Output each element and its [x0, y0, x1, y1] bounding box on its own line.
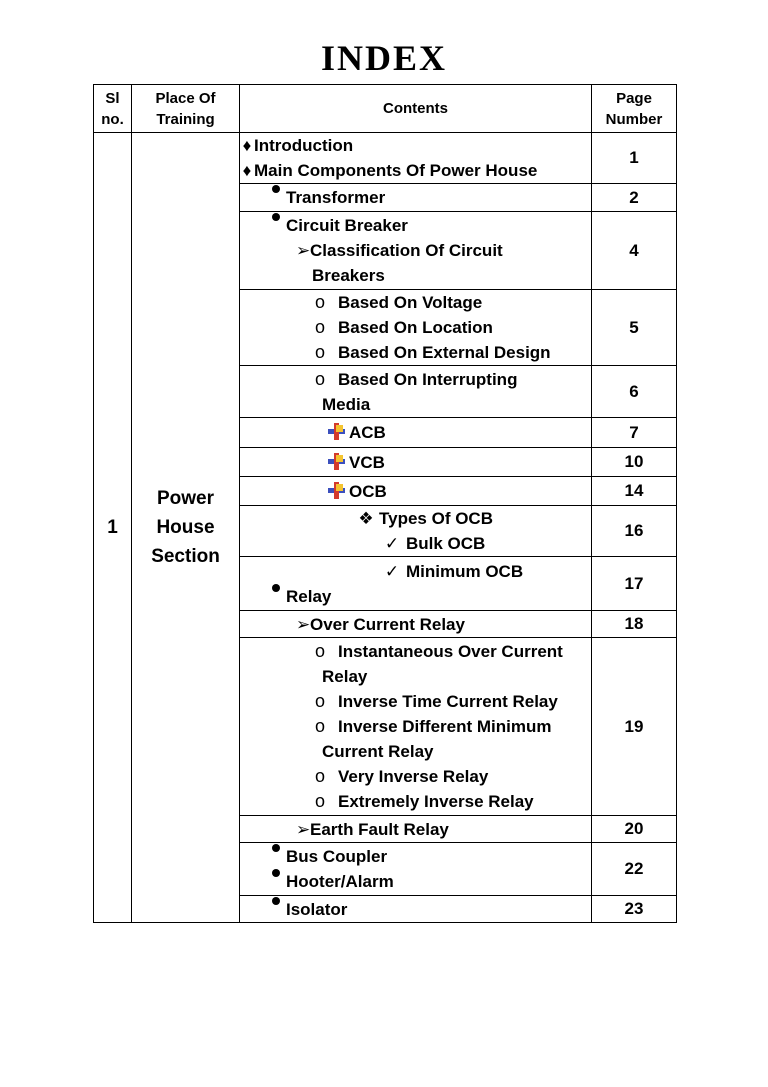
header-place [132, 85, 240, 133]
circle-bullet-icon: o [314, 368, 325, 389]
contents-cell [240, 133, 592, 184]
arrow-bullet-icon: ➢ [296, 614, 311, 634]
circle-bullet-icon: o [314, 292, 325, 312]
circle-bullet-icon: o [314, 641, 325, 661]
entry-text: Transformer [286, 188, 386, 207]
entry-text: Breakers [312, 266, 385, 285]
entry-text: Circuit Breaker [286, 216, 408, 235]
check-bullet-icon: ✓ [384, 561, 400, 581]
place-line: Power [156, 488, 215, 509]
arrow-bullet-icon: ➢ [296, 241, 311, 260]
circle-bullet-icon: o [314, 766, 325, 786]
contents-cell [240, 366, 592, 418]
header-sl-line2: no. [101, 110, 124, 128]
entry-text: Main Components Of Power House [254, 161, 538, 180]
entry-text: Based On Interrupting [338, 369, 518, 389]
page-number-cell: 16 [592, 506, 677, 557]
bullet-dot-icon [272, 584, 280, 592]
entry-text: Minimum OCB [406, 561, 524, 581]
arrow-bullet-icon: ➢ [296, 819, 311, 839]
page-number-cell: 14 [592, 477, 677, 506]
header-page-line2: Number [605, 110, 663, 128]
circle-bullet-icon: o [314, 342, 325, 362]
flag-bullet-icon [328, 423, 345, 440]
bullet-dot-icon [272, 185, 280, 193]
header-sl-line1: Sl [105, 89, 120, 107]
contents-cell [240, 638, 592, 816]
entry-text: Isolator [286, 899, 348, 919]
contents-cell [240, 611, 592, 638]
contents-cell [240, 557, 592, 611]
page-number-cell: 18 [592, 611, 677, 638]
contents-cell [240, 816, 592, 843]
flag-bullet-icon [328, 482, 345, 499]
page-number-cell: 19 [592, 638, 677, 816]
entry-text: ACB [349, 423, 386, 442]
page-number-cell: 2 [592, 184, 677, 212]
entry-text: Relay [286, 586, 332, 606]
place-cell [132, 133, 240, 923]
bullet-dot-icon [272, 897, 280, 905]
page-number-cell: 23 [592, 896, 677, 923]
contents-cell [240, 290, 592, 366]
page-number-cell: 5 [592, 290, 677, 366]
star-bullet-icon: ❖ [358, 509, 374, 528]
contents-cell [240, 843, 592, 896]
bullet-dot-icon [272, 869, 280, 877]
header-page-line1: Page [616, 89, 652, 107]
page-number-cell: 22 [592, 843, 677, 896]
entry-text: Based On Location [338, 318, 493, 337]
contents-cell [240, 184, 592, 212]
circle-bullet-icon: o [314, 791, 325, 811]
diamond-bullet-icon: ♦ [242, 136, 252, 155]
contents-cell [240, 896, 592, 923]
header-place-line1: Place Of [155, 89, 216, 107]
entry-text: Current Relay [322, 742, 434, 761]
entry-text: Bulk OCB [406, 534, 486, 553]
entry-text: Introduction [254, 136, 354, 155]
entry-text: Instantaneous Over Current [338, 642, 563, 661]
entry-text: Inverse Different Minimum [338, 717, 552, 736]
header-contents: Contents [240, 85, 592, 133]
flag-bullet-icon [328, 453, 345, 470]
page-number-cell: 20 [592, 816, 677, 843]
circle-bullet-icon: o [314, 691, 325, 711]
contents-cell [240, 477, 592, 506]
entry-text: OCB [349, 481, 387, 501]
table-row [94, 133, 677, 184]
entry-text: Over Current Relay [310, 614, 465, 634]
entry-text: Hooter/Alarm [286, 872, 394, 891]
page-number-cell: 10 [592, 448, 677, 477]
place-line: Section [151, 546, 220, 567]
page-number-cell: 4 [592, 212, 677, 290]
entry-text: Types Of OCB [379, 509, 493, 528]
header-place-line2: Training [156, 110, 215, 128]
header-page [592, 85, 677, 133]
bullet-dot-icon [272, 844, 280, 852]
index-table [93, 84, 677, 923]
entry-text: Media [322, 394, 371, 414]
entry-text: Inverse Time Current Relay [338, 692, 558, 711]
contents-cell [240, 506, 592, 557]
circle-bullet-icon: o [314, 317, 325, 337]
entry-text: Based On Voltage [338, 293, 483, 312]
entry-text: Earth Fault Relay [310, 819, 449, 839]
entry-text: Relay [322, 667, 368, 686]
entry-text: Very Inverse Relay [338, 767, 489, 786]
bullet-dot-icon [272, 213, 280, 221]
circle-bullet-icon: o [314, 716, 325, 736]
contents-cell [240, 448, 592, 477]
diamond-bullet-icon: ♦ [242, 161, 252, 180]
page-number-cell: 1 [592, 133, 677, 184]
entry-text: VCB [349, 452, 385, 472]
entry-text: Classification Of Circuit [310, 241, 503, 260]
header-row [94, 85, 677, 133]
page-number-cell: 7 [592, 418, 677, 448]
page-title: INDEX [320, 38, 447, 78]
entry-text: Based On External Design [338, 343, 551, 362]
entry-text: Extremely Inverse Relay [338, 792, 534, 811]
entry-text: Bus Coupler [286, 847, 388, 866]
check-bullet-icon: ✓ [384, 534, 400, 553]
place-line: House [156, 517, 215, 538]
header-sl [94, 85, 132, 133]
page-number-cell: 6 [592, 366, 677, 418]
contents-cell [240, 418, 592, 448]
contents-cell [240, 212, 592, 290]
page-number-cell: 17 [592, 557, 677, 611]
sl-number-cell: 1 [94, 133, 132, 923]
